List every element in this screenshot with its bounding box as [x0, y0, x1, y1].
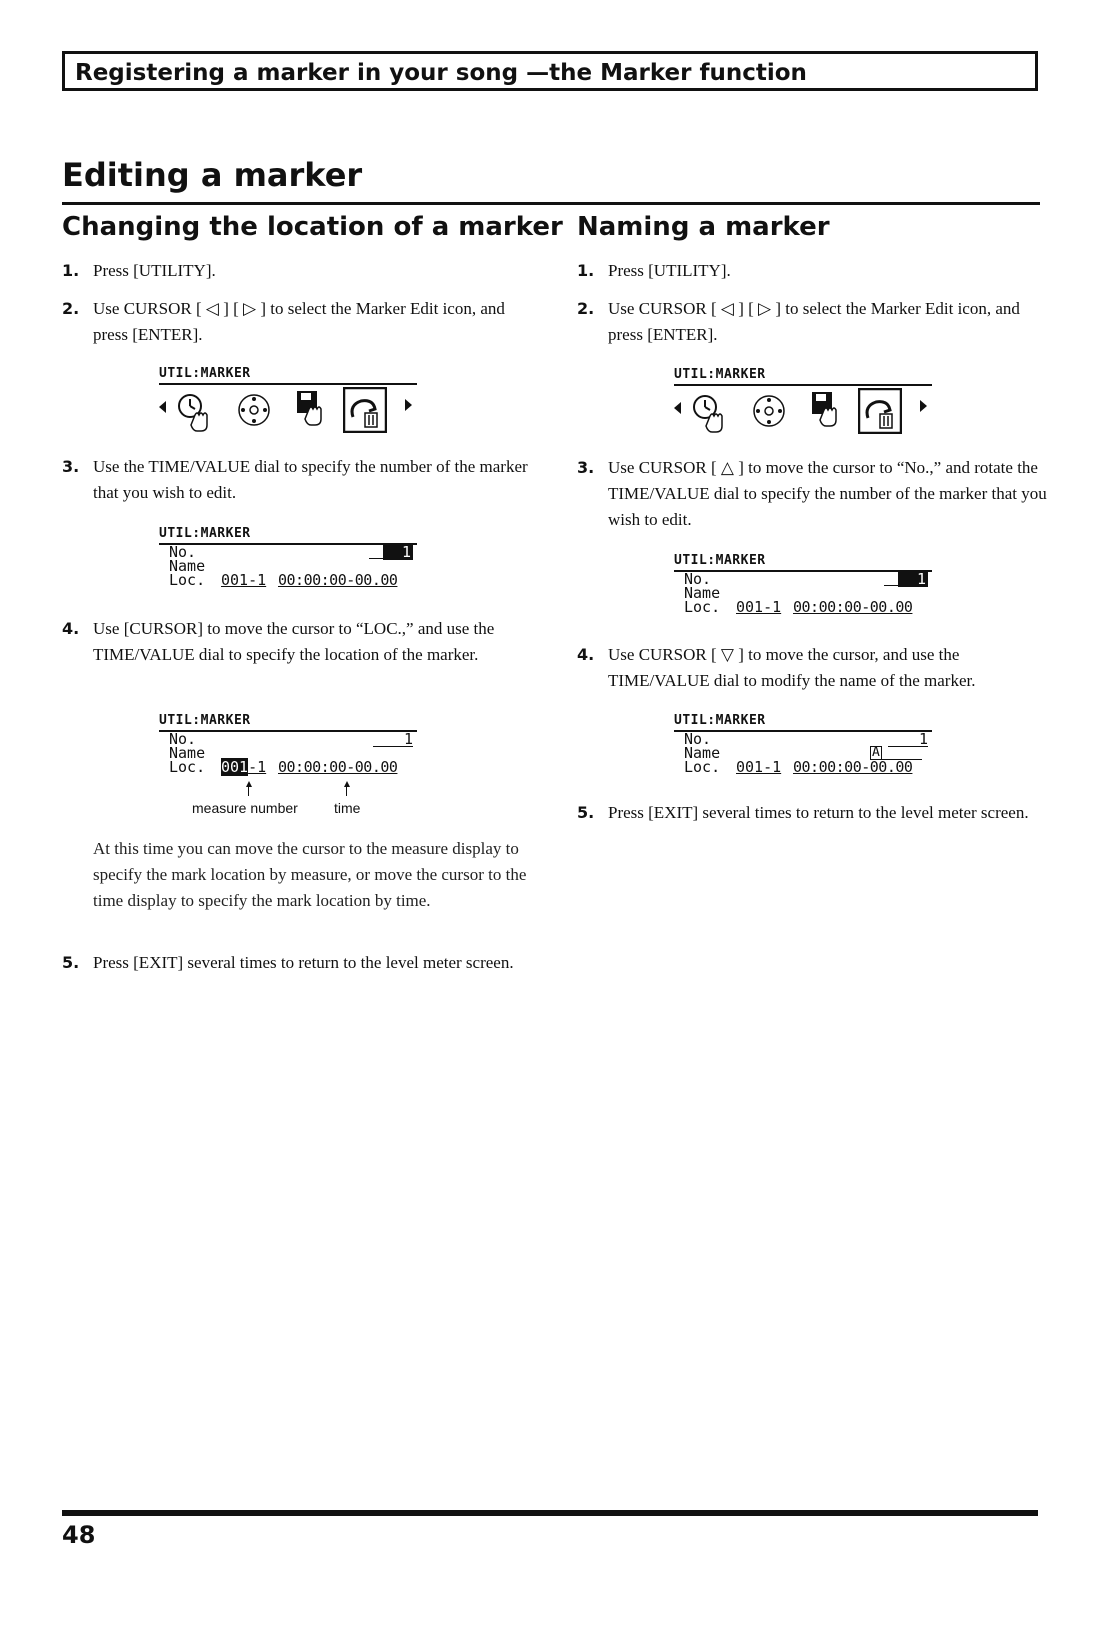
time-label: time — [334, 800, 361, 816]
running-header — [62, 51, 1038, 91]
measure-cursor: 001 — [221, 757, 249, 776]
hand-clock-icon — [688, 392, 732, 434]
cursor-right-icon: ▷ — [758, 299, 772, 318]
cursor-right-icon: ▷ — [243, 299, 257, 318]
left-paragraph: At this time you can move the cursor to the measure display to specify the mark location by measure, or move the cursor to the time display to specify the mark location by time. — [93, 839, 527, 910]
cursor-up-icon: △ — [720, 458, 734, 477]
cursor-down-icon: ▽ — [720, 645, 734, 664]
cursor-left-icon: ◁ — [720, 299, 734, 318]
lcd-icon-screen-right: UTIL:MARKER — [674, 367, 932, 436]
footer-rule — [62, 1510, 1038, 1516]
measure-number-label: measure number — [192, 800, 298, 816]
cursor-left-icon: ◁ — [205, 299, 219, 318]
no-value: 1 — [898, 572, 928, 587]
gear-disc-icon — [237, 393, 273, 429]
lcd-marker-number: UTIL:MARKER No. 1 Name Loc. 001-1 00:00:00-00.00 — [159, 526, 417, 587]
page-number: 48 — [62, 1521, 96, 1549]
measure-arrow-icon — [246, 781, 252, 787]
running-header-title: Registering a marker in your song —the Marker function — [75, 60, 807, 86]
floppy-hand-icon — [295, 389, 331, 431]
lcd-icon-screen — [159, 366, 417, 435]
marker-edit-icon[interactable] — [858, 388, 902, 434]
scroll-left-icon — [159, 401, 167, 413]
marker-edit-icon[interactable] — [343, 387, 387, 433]
no-value: 1 — [383, 545, 413, 560]
section-rule — [62, 202, 1040, 205]
scroll-left-icon — [674, 402, 682, 414]
gear-disc-icon — [752, 394, 788, 430]
section-title: Editing a marker — [62, 156, 363, 194]
hand-clock-icon — [173, 391, 217, 433]
floppy-hand-icon — [810, 390, 846, 432]
lcd-title: UTIL:MARKER — [159, 366, 251, 381]
scroll-right-icon — [405, 399, 413, 411]
scroll-right-icon — [920, 400, 928, 412]
lcd-marker-number-right: UTIL:MARKER No. 1 Name Loc. 001-1 00:00:00-00.00 — [674, 553, 932, 614]
lcd-marker-location: UTIL:MARKER No. 1 Name Loc. 001-1 00:00:00-00.00 — [159, 713, 417, 774]
left-heading: Changing the location of a marker — [62, 212, 563, 242]
name-cursor: A — [872, 744, 880, 760]
right-heading: Naming a marker — [577, 212, 830, 242]
time-arrow-icon — [344, 781, 350, 787]
lcd-marker-name: UTIL:MARKER No. 1 Name A Loc. 001-1 00:00:00-00.00 — [674, 713, 932, 774]
